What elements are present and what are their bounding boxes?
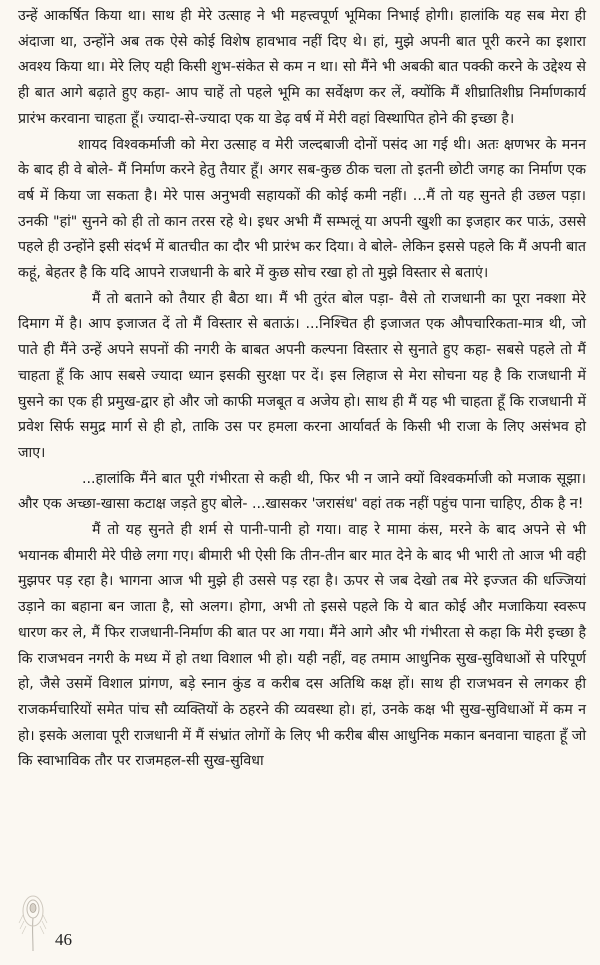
paragraph-4: ...हालांकि मैंने बात पूरी गंभीरता से कही थी, फिर भी न जाने क्यों विश्वकर्माजी को मजाक सूझा। और एक अच्छा-खासा कटाक्ष जड़ते हुए बोले- ...खासकर 'जरासंध' वहां तक नहीं पहुंच पाना चाहिए, ठीक है न!	[18, 470, 586, 513]
page-body-text	[18, 4, 586, 775]
peacock-feather-icon	[18, 893, 48, 953]
paragraph-1: उन्हें आकर्षित किया था। साथ ही मेरे उत्साह ने भी महत्त्वपूर्ण भूमिका निभाई होगी। हालांकि यह सब मेरा ही अंदाजा था, उन्होंने अब तक ऐसे कोई विशेष हावभाव नहीं दिए थे। हां, मुझे अपनी बात पूरी करने का इशारा अवश्य किया था। मेरे लिए यही किसी शुभ-संकेत से कम न था। सो मैंने भी अबकी बात पक्की करने के उद्देश्य से ही बात आगे बढ़ाते हुए कहा- आप चाहें तो पहले भूमि का सर्वेक्षण कर लें, क्योंकि मैं शीघ्रातिशीघ्र निर्माणकार्य प्रारंभ करवाना चाहता हूँ। ज्यादा-से-ज्यादा एक या डेढ़ वर्ष में मेरी वहां विस्थापित होने की इच्छा है।	[18, 8, 586, 127]
page-number: 46	[55, 930, 72, 949]
paragraph-5: मैं तो यह सुनते ही शर्म से पानी-पानी हो गया। वाह रे मामा कंस, मरने के बाद अपने से भी भयानक बीमारी मेरे पीछे लगा गए। बीमारी भी ऐसी कि तीन-तीन बार मात देने के बाद भी भारी तो आज भी वही मुझपर पड़ रहा है। भागना आज भी मुझे ही उससे पड़ रहा है। ऊपर से जब देखो तब मेरे इज्जत की धज्जियां उड़ाने का बहाना बन जाता है, सो अलग। होगा, अभी तो इससे पहले कि ये बात कोई और मजाकिया स्वरूप धारण कर ले, मैं फिर राजधानी-निर्माण की बात पर आ गया। मैंने आगे और भी गंभीरता से कहा कि मेरी इच्छा है कि राजभवन नगरी के मध्य में हो तथा विशाल भी हो। यही नहीं, वह तमाम आधुनिक सुख-सुविधाओं से परिपूर्ण हो, जैसे उसमें विशाल प्रांगण, बड़े स्नान कुंड व करीब दस अतिथि कक्ष हों। साथ ही राजभवन से लगकर ही राजकर्मचारियों समेत पांच सौ व्यक्तियों के ठहरने की व्यवस्था हो। हां, उनके कक्ष भी सुख-सुविधाओं में कम न हो। इसके अलावा पूरी राजधानी में मैं संभ्रांत लोगों के लिए भी करीब बीस आधुनिक मकान बनवाना चाहता हूँ जो कि स्वाभाविक तौर पर राजमहल-सी सुख-सुविधा	[18, 522, 587, 770]
paragraph-3: मैं तो बताने को तैयार ही बैठा था। मैं भी तुरंत बोल पड़ा- वैसे तो राजधानी का पूरा नक्शा मेरे दिमाग में है। आप इजाजत दें तो मैं विस्तार से बताऊं। ...निश्चित ही इजाजत एक औपचारिकता-मात्र थी, जो पाते ही मैंने उन्हें अपने सपनों की नगरी के बाबत अपनी कल्पना विस्तार से सुनाते हुए कहा- सबसे पहले तो मैं चाहता हूँ कि आप सबसे ज्यादा ध्यान इसकी सुरक्षा पर दें। इस लिहाज से मेरा सोचना यह है कि राजधानी में घुसने का एक ही प्रमुख-द्वार हो और जो काफी मजबूत व अजेय हो। साथ ही मैं यह भी चाहता हूँ कि राजधानी में प्रवेश सिर्फ समुद्र मार्ग से ही हो, ताकि उस पर हमला करना आर्यावर्त के किसी भी राजा के लिए असंभव हो जाए।	[18, 290, 586, 461]
paragraph-2: शायद विश्वकर्माजी को मेरा उत्साह व मेरी जल्दबाजी दोनों पसंद आ गई थी। अतः क्षणभर के मनन के बाद ही वे बोले- मैं निर्माण करने हेतु तैयार हूँ। अगर सब-कुछ ठीक चला तो इतनी छोटी जगह का निर्माण एक वर्ष में किया जा सकता है। मेरे पास अनुभवी सहायकों की कोई कमी नहीं। ...मैं तो यह सुनते ही उछल पड़ा। उनकी "हां" सुनने को ही तो कान तरस रहे थे। इधर अभी मैं सम्भलूं या अपनी खुशी का इजहार कर पाऊं, उससे पहले ही उन्होंने इसी संदर्भ में बातचीत का दौर भी प्रारंभ कर दिया। वे बोले- लेकिन इससे पहले कि मैं अपनी बात कहूं, बेहतर है कि यदि आपने राजधानी के बारे में कुछ सोच रखा हो तो मुझे विस्तार से बताएं।	[18, 136, 586, 282]
